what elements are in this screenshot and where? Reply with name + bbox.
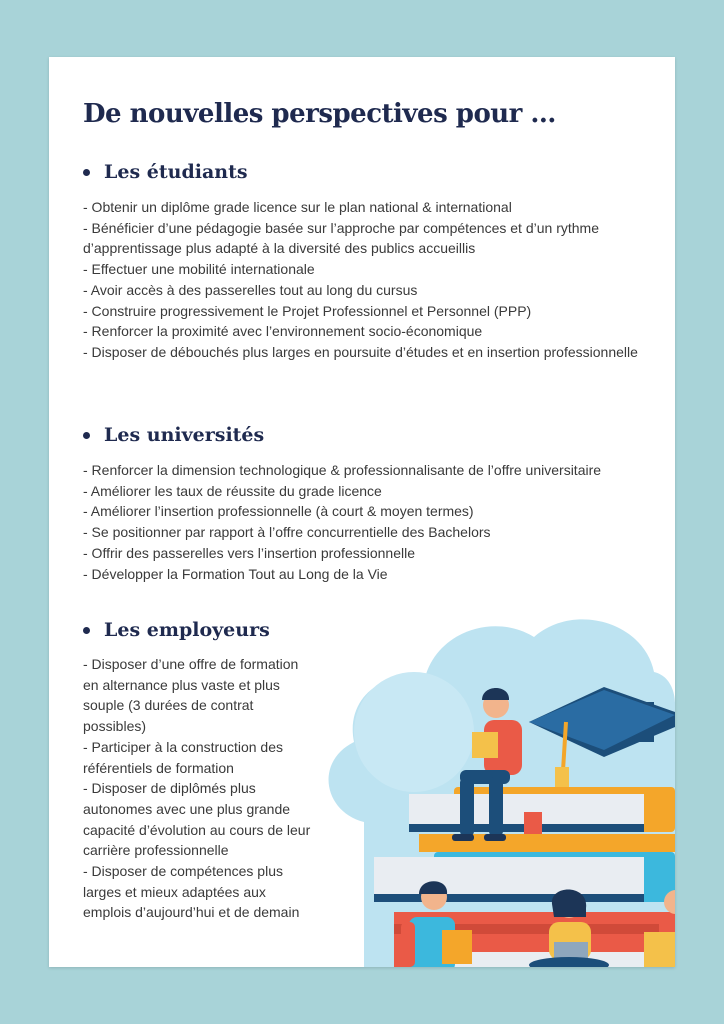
list-item: - Renforcer la proximité avec l’environnement socio-économique (83, 323, 483, 340)
students-books-illustration (304, 572, 675, 967)
list-item: - Participer à la construction des référentiels de formation (83, 738, 283, 776)
list-item: - Construire progressivement le Projet Professionnel et Personnel (PPP) (83, 302, 532, 319)
list-item: - Obtenir un diplôme grade licence sur le plan national & international (83, 199, 512, 215)
list-item: - Avoir accès à des passerelles tout au long du cursus (83, 281, 418, 298)
section-heading-employeurs (83, 619, 270, 641)
section-heading-label: Les employeurs (104, 619, 270, 641)
list-item: - Offrir des passerelles vers l’insertion professionnelle (83, 544, 415, 561)
page-title: De nouvelles perspectives pour … (83, 99, 556, 129)
list-item: - Disposer de diplômés plus autonomes avec une plus grande capacité d’évolution au cours de leur carrière professionnelle (83, 780, 311, 859)
cloud-shape (354, 672, 474, 792)
bullet-icon (83, 169, 90, 176)
document-page (49, 57, 675, 967)
section-heading-label: Les universités (104, 424, 265, 446)
list-item: - Disposer de débouchés plus larges en poursuite d’études et en insertion professionnelle (83, 343, 638, 360)
list-universites (83, 460, 653, 584)
list-item: - Bénéficier d’une pédagogie basée sur l’approche par compétences et d’un rythme d’apprentissage plus adapté à la diversité des publics accueillis (83, 219, 599, 257)
bullet-icon (83, 432, 90, 439)
section-heading-etudiants (83, 161, 248, 183)
section-heading-label: Les étudiants (104, 161, 248, 183)
list-item: - Améliorer l’insertion professionnelle (à court & moyen termes) (83, 503, 474, 520)
list-etudiants (83, 197, 653, 363)
list-item: - Effectuer une mobilité internationale (83, 261, 315, 278)
list-item: - Disposer de compétences plus larges et mieux adaptées aux emplois d’aujourd’hui et de demain (83, 863, 300, 921)
list-employeurs (83, 654, 313, 923)
list-item: - Améliorer les taux de réussite du grade licence (83, 482, 382, 499)
list-item: - Disposer d’une offre de formation en alternance plus vaste et plus souple (3 durées de contrat possibles) (83, 656, 299, 735)
list-item: - Renforcer la dimension technologique & professionnalisante de l’offre universitaire (83, 462, 602, 478)
bullet-icon (83, 627, 90, 634)
list-item: - Se positionner par rapport à l’offre concurrentielle des Bachelors (83, 524, 491, 541)
section-heading-universites (83, 424, 264, 446)
list-item: - Développer la Formation Tout au Long de la Vie (83, 565, 388, 582)
